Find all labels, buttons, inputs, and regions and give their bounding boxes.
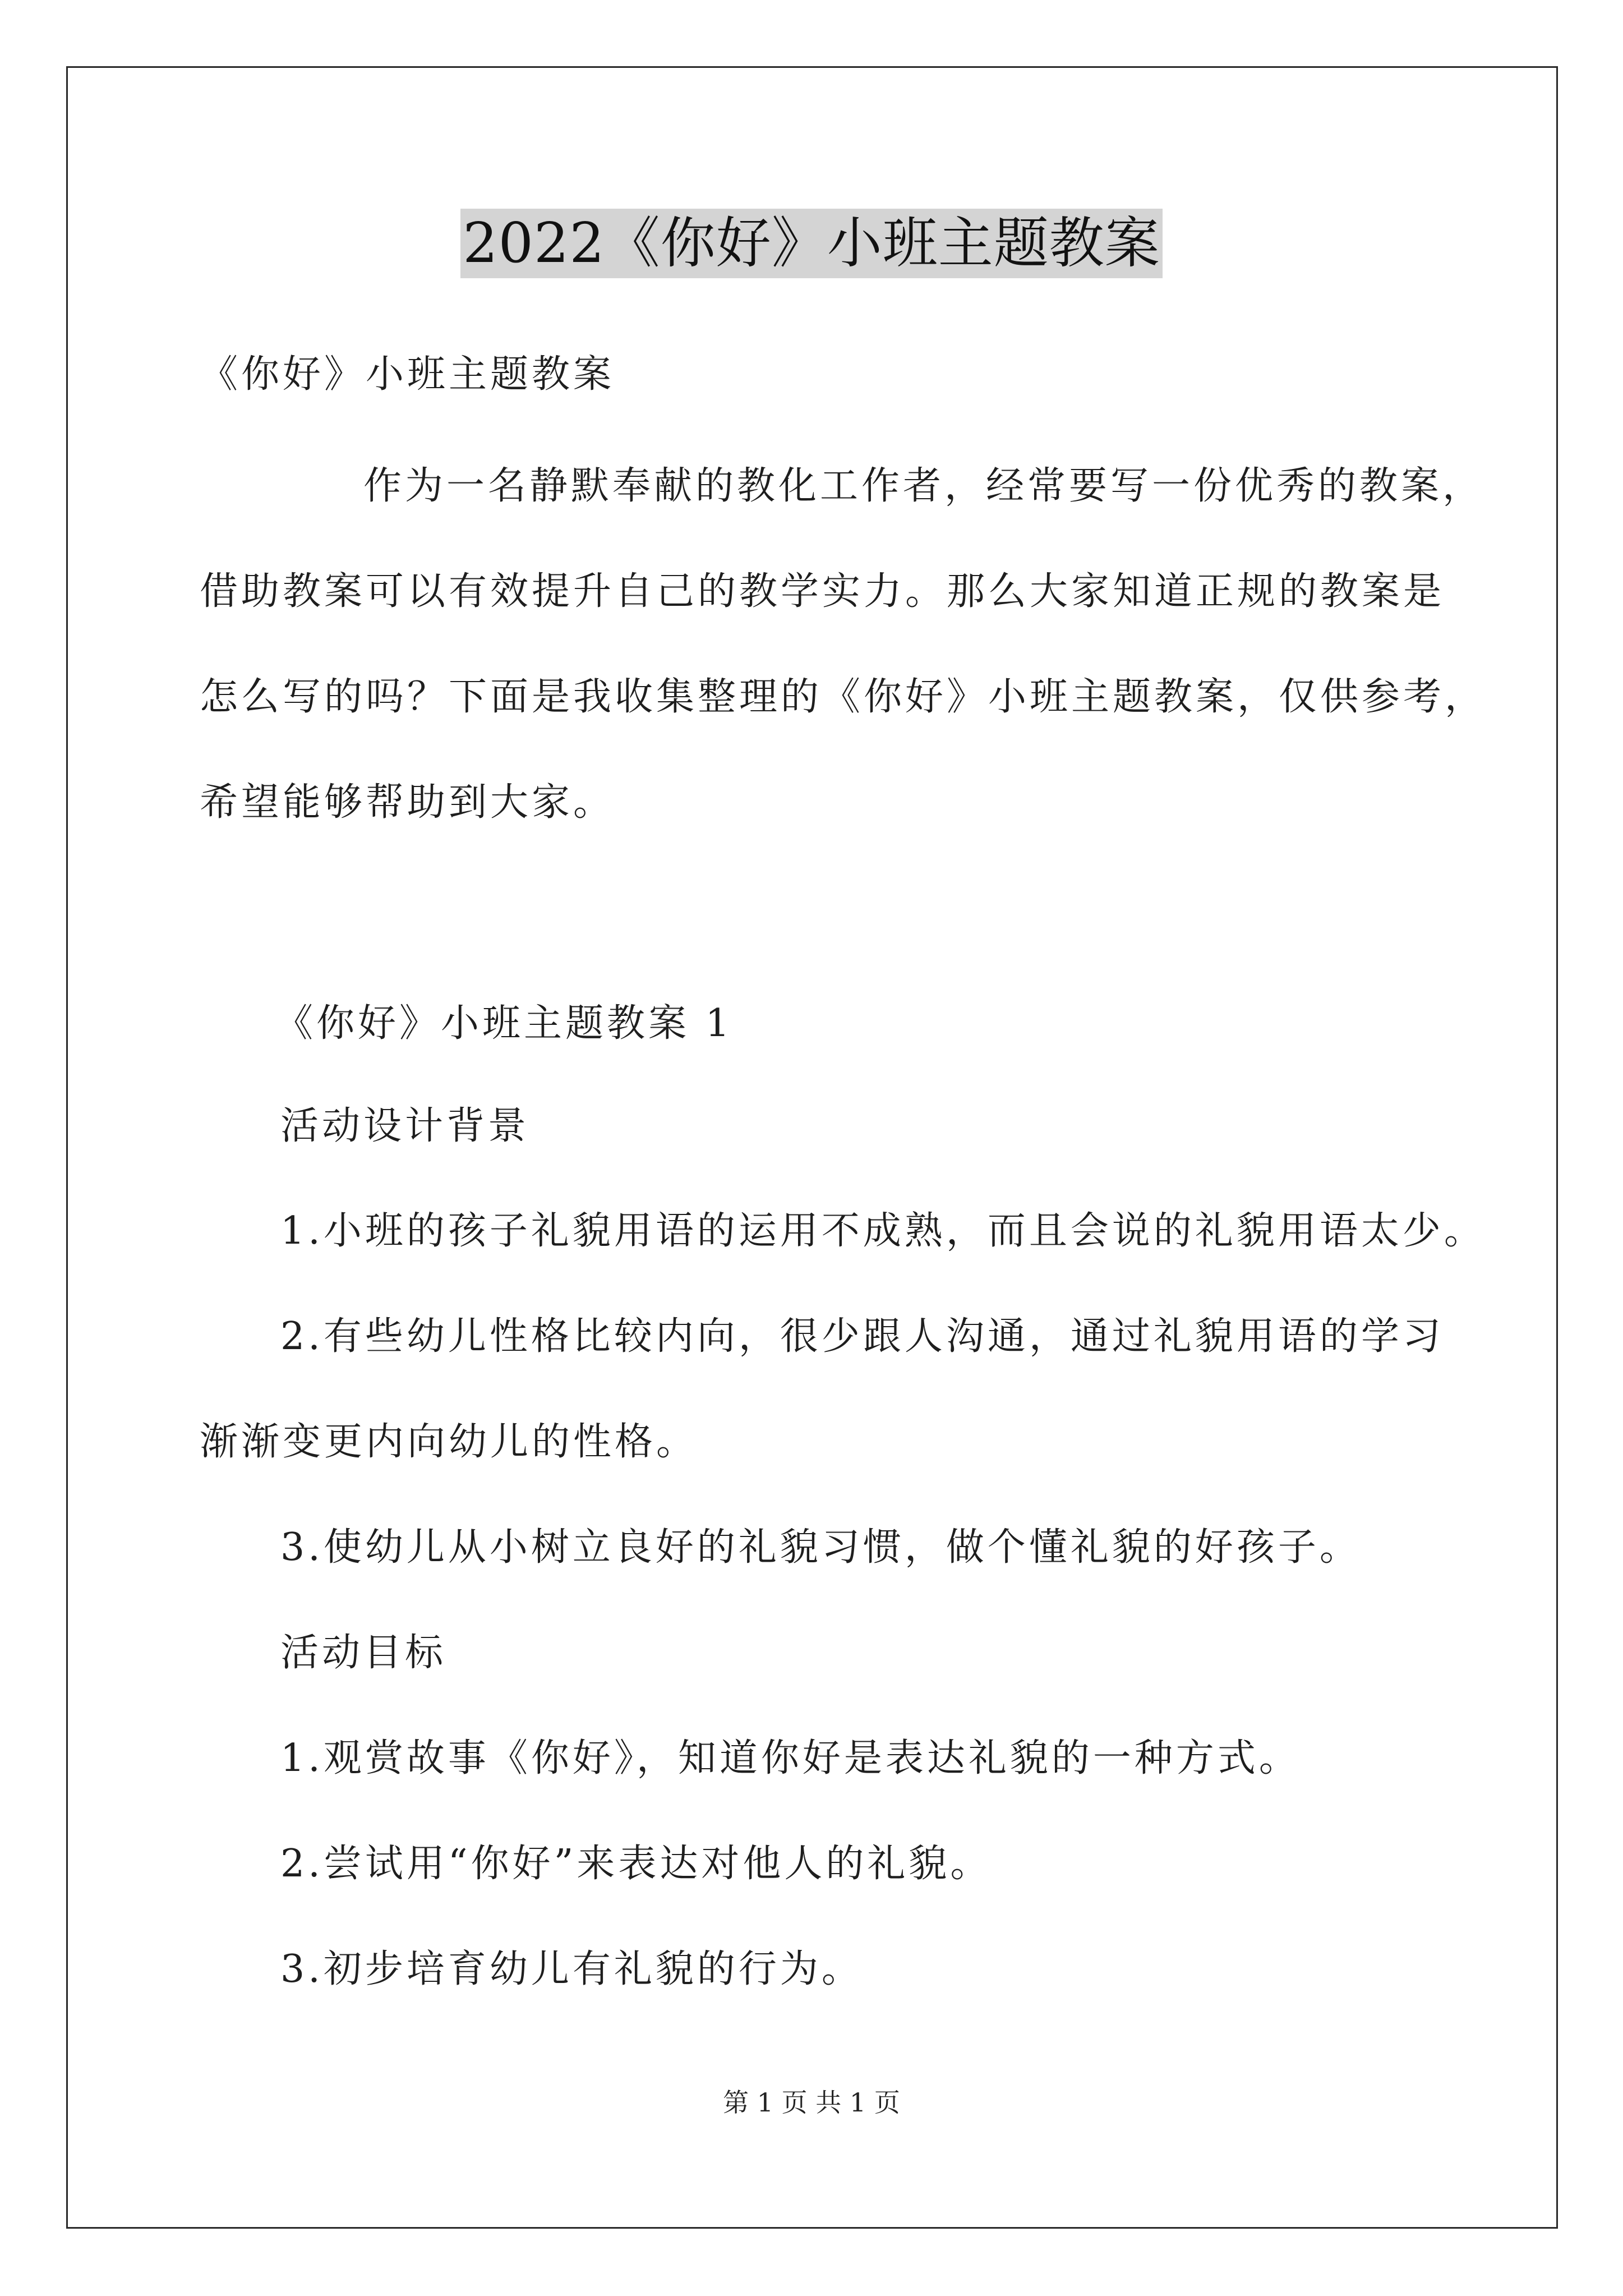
background-heading: 活动设计背景 bbox=[280, 1104, 530, 1148]
background-line: 1.小班的孩子礼貌用语的运用不成熟，而且会说的礼貌用语太少。 bbox=[280, 1209, 1486, 1253]
intro-line: 作为一名静默奉献的教化工作者，经常要写一份优秀的教案， bbox=[363, 464, 1484, 508]
section-heading: 《你好》小班主题教案 1 bbox=[275, 1001, 733, 1046]
document-subtitle: 《你好》小班主题教案 bbox=[200, 352, 615, 397]
background-line: 渐渐变更内向幼儿的性格。 bbox=[200, 1420, 698, 1464]
goals-line: 3.初步培育幼儿有礼貌的行为。 bbox=[280, 1947, 863, 1991]
goals-heading: 活动目标 bbox=[280, 1631, 447, 1675]
intro-line: 怎么写的吗？下面是我收集整理的《你好》小班主题教案，仅供参考， bbox=[200, 675, 1487, 719]
document-title: 2022《你好》小班主题教案 bbox=[460, 209, 1162, 278]
background-line: 2.有些幼儿性格比较内向，很少跟人沟通，通过礼貌用语的学习 bbox=[280, 1314, 1444, 1359]
intro-line: 希望能够帮助到大家。 bbox=[200, 780, 615, 825]
intro-line: 借助教案可以有效提升自己的教学实力。那么大家知道正规的教案是 bbox=[200, 569, 1445, 614]
title-wrap bbox=[0, 209, 1623, 278]
page-footer: 第 1 页 共 1 页 bbox=[723, 2087, 900, 2118]
goals-line: 1.观赏故事《你好》，知道你好是表达礼貌的一种方式。 bbox=[280, 1736, 1301, 1780]
background-line: 3.使幼儿从小树立良好的礼貌习惯，做个懂礼貌的好孩子。 bbox=[280, 1525, 1361, 1570]
goals-line: 2.尝试用“你好”来表达对他人的礼貌。 bbox=[280, 1842, 992, 1886]
